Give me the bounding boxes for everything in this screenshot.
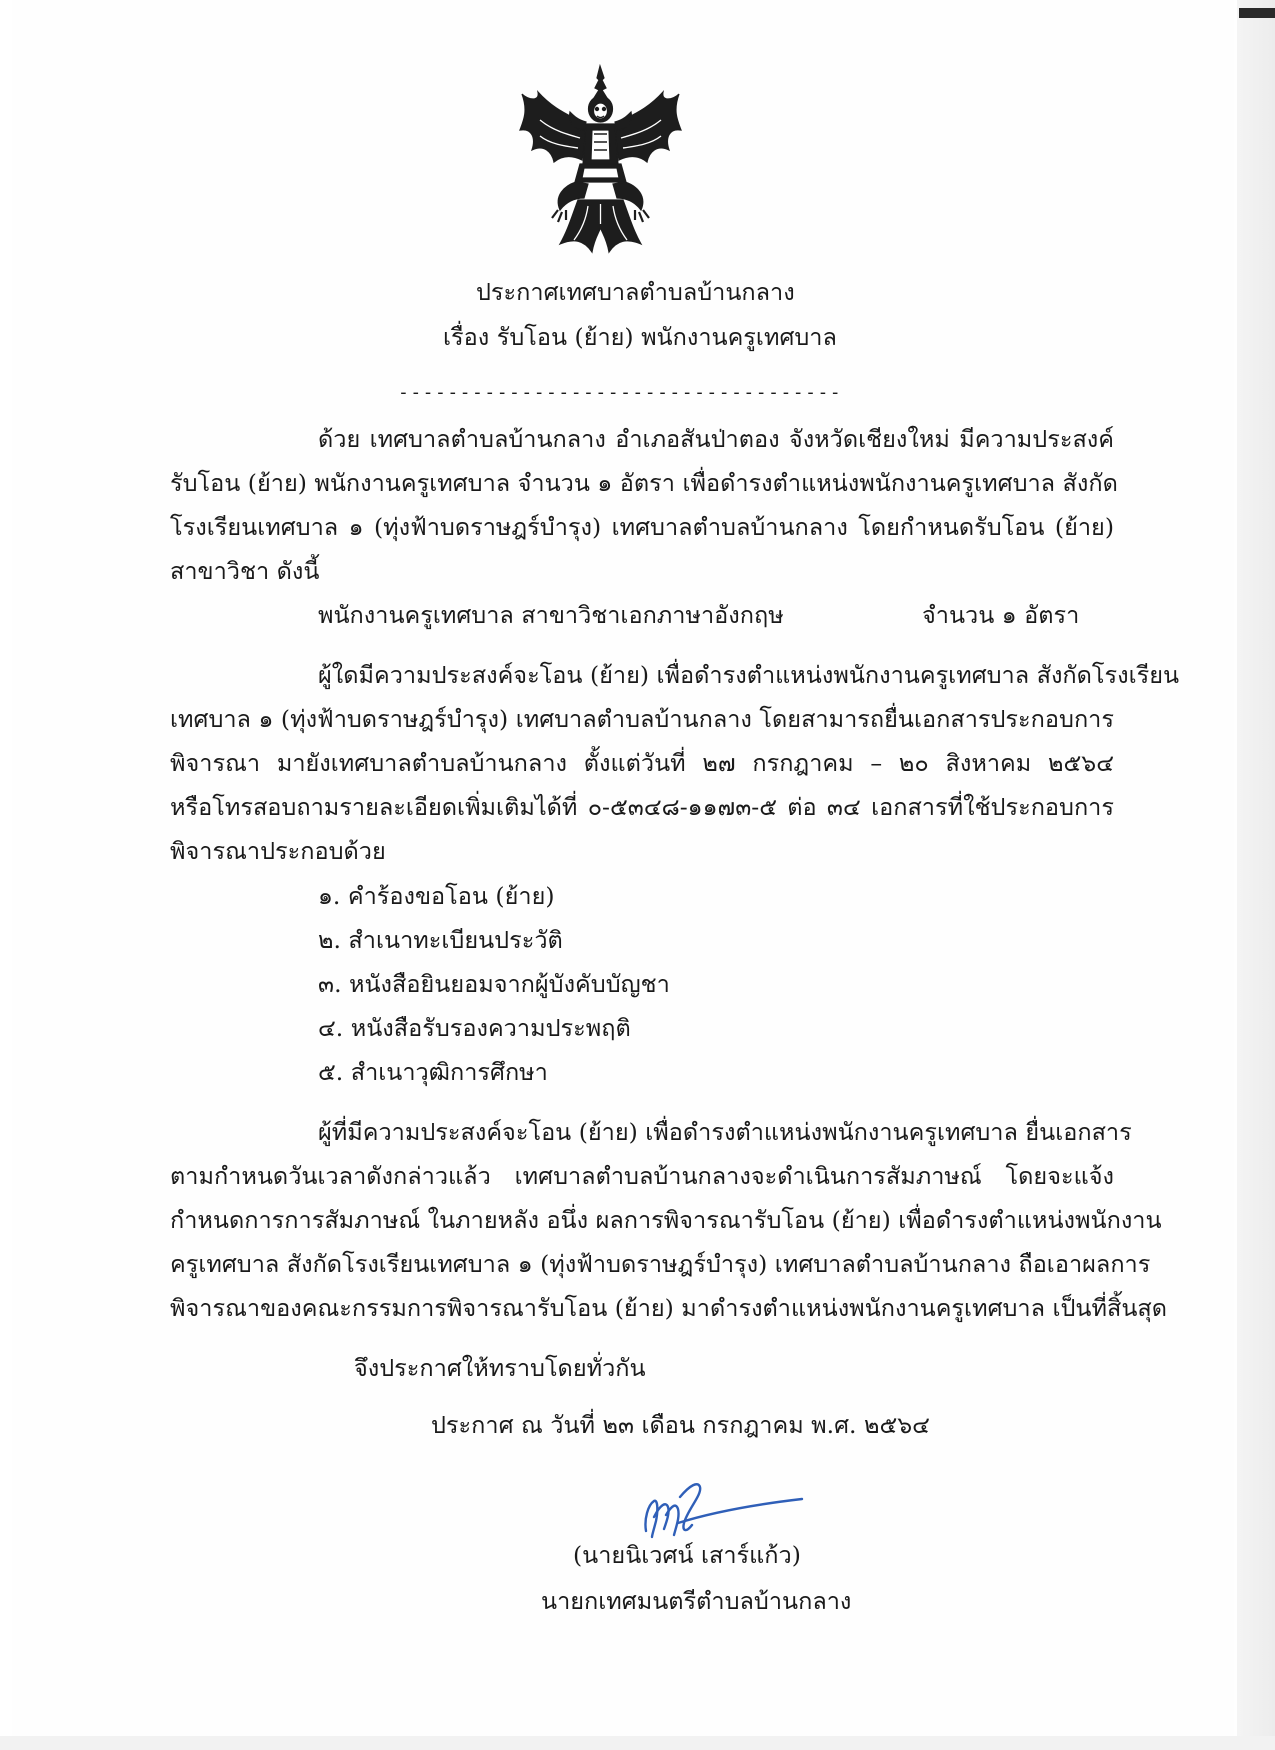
closing-line-3: กำหนดการการสัมภาษณ์ ในภายหลัง อนึ่ง ผลการพิจารณารับโอน (ย้าย) เพื่อดำรงตำแหน่งพนักงาน — [170, 1206, 1162, 1234]
application-line-2: เทศบาล ๑ (ทุ่งฟ้าบดราษฎร์บำรุง) เทศบาลตำบลบ้านกลาง โดยสามารถยื่นเอกสารประกอบการ — [170, 705, 1114, 733]
announcement-subject: เรื่อง รับโอน (ย้าย) พนักงานครูเทศบาล — [443, 323, 837, 351]
signatory-name: (นายนิเวศน์ เสาร์แก้ว) — [573, 1541, 801, 1569]
closing-line-5: พิจารณาของคณะกรรมการพิจารณารับโอน (ย้าย) มาดำรงตำแหน่งพนักงานครูเทศบาล เป็นที่สิ้นสุด — [170, 1294, 1167, 1322]
handwritten-signature — [640, 1465, 810, 1545]
position-quantity: จำนวน ๑ อัตรา — [922, 601, 1080, 629]
application-line-4: หรือโทรสอบถามรายละเอียดเพิ่มเติมได้ที่ ๐-๕๓๔๘-๑๑๗๓-๕ ต่อ ๓๔ เอกสารที่ใช้ประกอบการ — [170, 793, 1114, 821]
application-line-3: พิจารณา มายังเทศบาลตำบลบ้านกลาง ตั้งแต่วันที่ ๒๗ กรกฎาคม – ๒๐ สิงหาคม ๒๕๖๔ — [170, 749, 1114, 777]
document-item-4: ๔. หนังสือรับรองความประพฤติ — [318, 1014, 631, 1042]
intro-line-4: สาขาวิชา ดังนี้ — [170, 557, 320, 585]
scan-edge — [1237, 0, 1275, 1750]
date-line: ประกาศ ณ วันที่ ๒๓ เดือน กรกฎาคม พ.ศ. ๒๕๖๔ — [431, 1411, 930, 1439]
scan-edge-bottom — [0, 1736, 1275, 1750]
divider: ------------------------------------ — [398, 382, 843, 403]
intro-line-1: ด้วย เทศบาลตำบลบ้านกลาง อำเภอสันป่าตอง จังหวัดเชียงใหม่ มีความประสงค์ — [318, 425, 1114, 453]
intro-line-2: รับโอน (ย้าย) พนักงานครูเทศบาล จำนวน ๑ อัตรา เพื่อดำรงตำแหน่งพนักงานครูเทศบาล สังกัด — [170, 469, 1118, 497]
intro-line-3: โรงเรียนเทศบาล ๑ (ทุ่งฟ้าบดราษฎร์บำรุง) เทศบาลตำบลบ้านกลาง โดยกำหนดรับโอน (ย้าย) — [170, 513, 1114, 541]
position-row — [318, 600, 1080, 630]
document-item-2: ๒. สำเนาทะเบียนประวัติ — [318, 926, 563, 954]
signatory-title: นายกเทศมนตรีตำบลบ้านกลาง — [541, 1587, 852, 1615]
scan-corner-mark — [1239, 8, 1275, 18]
document-item-1: ๑. คำร้องขอโอน (ย้าย) — [318, 882, 555, 910]
position-name: พนักงานครูเทศบาล สาขาวิชาเอกภาษาอังกฤษ — [318, 601, 784, 629]
application-line-1: ผู้ใดมีความประสงค์จะโอน (ย้าย) เพื่อดำรงตำแหน่งพนักงานครูเทศบาล สังกัดโรงเรียน — [318, 661, 1180, 689]
notice-text: จึงประกาศให้ทราบโดยทั่วกัน — [354, 1354, 646, 1382]
document-item-5: ๕. สำเนาวุฒิการศึกษา — [318, 1058, 548, 1086]
document-item-3: ๓. หนังสือยินยอมจากผู้บังคับบัญชา — [318, 970, 670, 998]
garuda-emblem-icon — [518, 64, 683, 259]
closing-line-2: ตามกำหนดวันเวลาดังกล่าวแล้ว เทศบาลตำบลบ้านกลางจะดำเนินการสัมภาษณ์ โดยจะแจ้ง — [170, 1162, 1114, 1190]
closing-line-4: ครูเทศบาล สังกัดโรงเรียนเทศบาล ๑ (ทุ่งฟ้าบดราษฎร์บำรุง) เทศบาลตำบลบ้านกลาง ถือเอาผลการ — [170, 1250, 1151, 1278]
closing-line-1: ผู้ที่มีความประสงค์จะโอน (ย้าย) เพื่อดำรงตำแหน่งพนักงานครูเทศบาล ยื่นเอกสาร — [318, 1118, 1132, 1146]
announcement-title: ประกาศเทศบาลตำบลบ้านกลาง — [476, 278, 795, 306]
document-page — [12, 0, 1234, 1736]
application-line-5: พิจารณาประกอบด้วย — [170, 837, 386, 865]
